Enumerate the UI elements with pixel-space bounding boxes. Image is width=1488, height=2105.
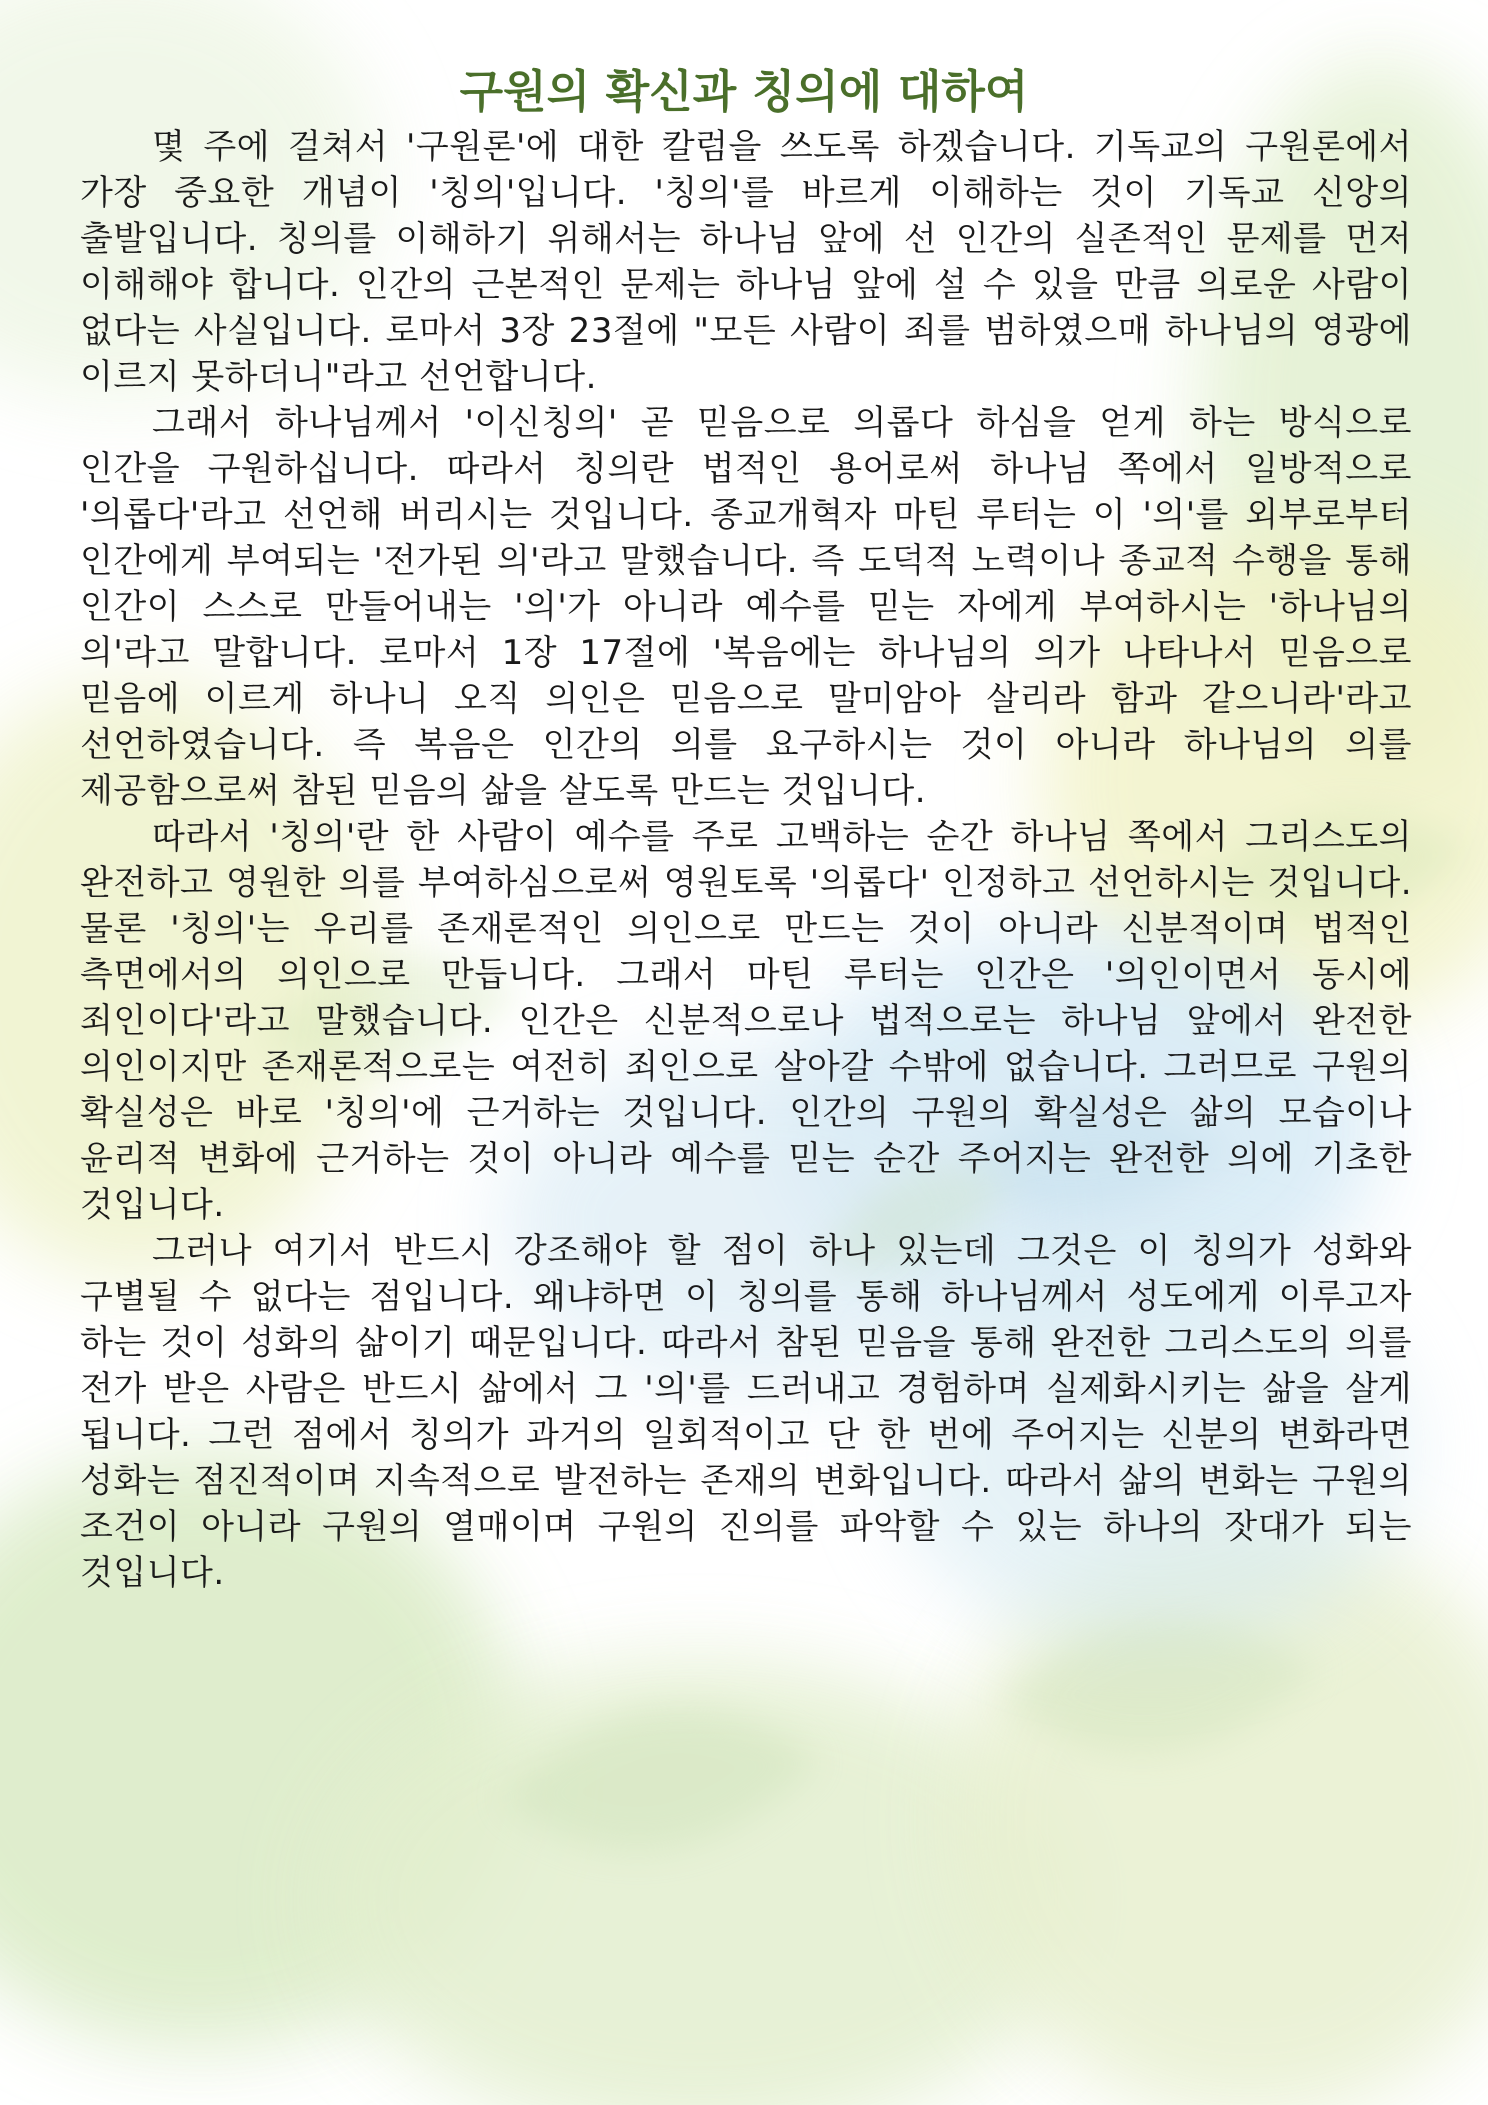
paragraph-3: 따라서 '칭의'란 한 사람이 예수를 주로 고백하는 순간 하나님 쪽에서 그리스도의 완전하고 영원한 의를 부여하심으로써 영원토록 '의롭다' 인정하고 선언하시는 것입니다. 물론 '칭의'는 우리를 존재론적인 의인으로 만드는 것이 아니라 신분적이며 법적인 측면에서의 의인으로 만듭니다. 그래서 마틴 루터는 인간은 '의인이면서 동시에 죄인이다'라고 말했습니다. 인간은 신분적으로나 법적으로는 하나님 앞에서 완전한 의인이지만 존재론적으로는 여전히 죄인으로 살아갈 수밖에 없습니다. 그러므로 구원의 확실성은 바로 '칭의'에 근거하는 것입니다. 인간의 구원의 확실성은 삶의 모습이나 윤리적 변화에 근거하는 것이 아니라 예수를 믿는 순간 주어지는 완전한 의에 기초한 것입니다. — [80, 817, 1412, 1225]
document-title: 구원의 확신과 칭의에 대하여 — [459, 65, 1029, 118]
paragraph-4: 그러나 여기서 반드시 강조해야 할 점이 하나 있는데 그것은 이 칭의가 성화와 구별될 수 없다는 점입니다. 왜냐하면 이 칭의를 통해 하나님께서 성도에게 이루고자 하는 것이 성화의 삶이기 때문입니다. 따라서 참된 믿음을 통해 완전한 그리스도의 의를 전가 받은 사람은 반드시 삶에서 그 '의'를 드러내고 경험하며 실제화시키는 삶을 살게 됩니다. 그런 점에서 칭의가 과거의 일회적이고 단 한 번에 주어지는 신분의 변화라면 성화는 점진적이며 지속적으로 발전하는 존재의 변화입니다. 따라서 삶의 변화는 구원의 조건이 아니라 구원의 열매이며 구원의 진의를 파악할 수 있는 하나의 잣대가 되는 것입니다. — [80, 1231, 1412, 1593]
document-body — [80, 124, 1412, 1596]
paragraph-1: 몇 주에 걸쳐서 '구원론'에 대한 칼럼을 쓰도록 하겠습니다. 기독교의 구원론에서 가장 중요한 개념이 '칭의'입니다. '칭의'를 바르게 이해하는 것이 기독교 신앙의 출발입니다. 칭의를 이해하기 위해서는 하나님 앞에 선 인간의 실존적인 문제를 먼저 이해해야 합니다. 인간의 근본적인 문제는 하나님 앞에 설 수 있을 만큼 의로운 사람이 없다는 사실입니다. 로마서 3장 23절에 "모든 사람이 죄를 범하였으매 하나님의 영광에 이르지 못하더니"라고 선언합니다. — [80, 127, 1412, 397]
paragraph-2: 그래서 하나님께서 '이신칭의' 곧 믿음으로 의롭다 하심을 얻게 하는 방식으로 인간을 구원하십니다. 따라서 칭의란 법적인 용어로써 하나님 쪽에서 일방적으로 '의롭다'라고 선언해 버리시는 것입니다. 종교개혁자 마틴 루터는 이 '의'를 외부로부터 인간에게 부여되는 '전가된 의'라고 말했습니다. 즉 도덕적 노력이나 종교적 수행을 통해 인간이 스스로 만들어내는 '의'가 아니라 예수를 믿는 자에게 부여하시는 '하나님의 의'라고 말합니다. 로마서 1장 17절에 '복음에는 하나님의 의가 나타나서 믿음으로 믿음에 이르게 하나니 오직 의인은 믿음으로 말미암아 살리라 함과 같으니라'라고 선언하였습니다. 즉 복음은 인간의 의를 요구하시는 것이 아니라 하나님의 의를 제공함으로써 참된 믿음의 삶을 살도록 만드는 것입니다. — [80, 403, 1412, 811]
